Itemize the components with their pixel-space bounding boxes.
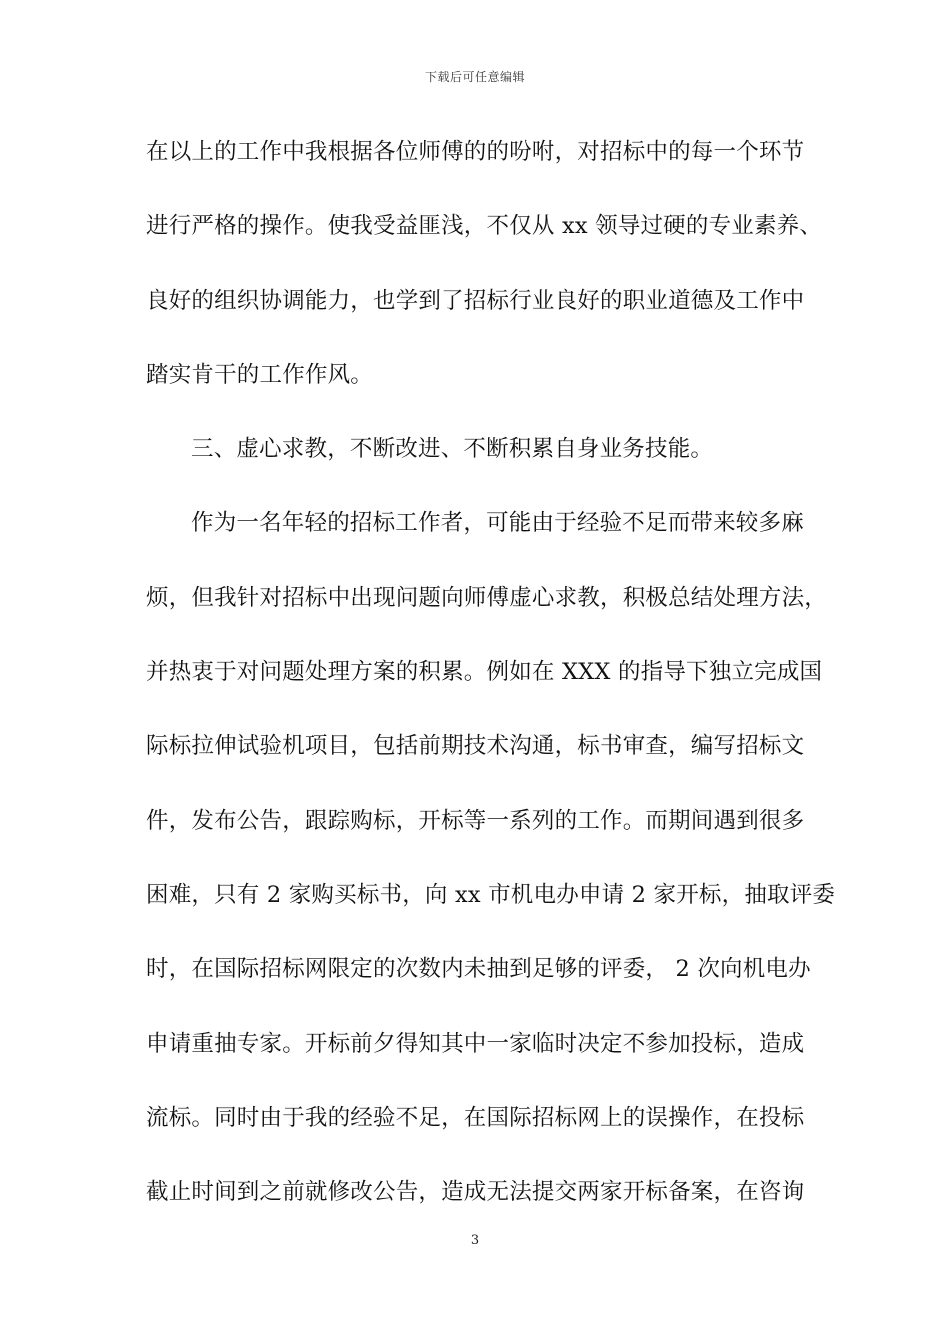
body-line: 困难，只有 2 家购买标书，向 xx 市机电办申请 2 家开标，抽取评委 bbox=[146, 881, 836, 908]
document-body bbox=[146, 130, 836, 1244]
body-line: 在以上的工作中我根据各位师傅的的吩咐，对招标中的每一个环节 bbox=[146, 139, 805, 165]
body-line: 际标拉伸试验机项目，包括前期技术沟通，标书审查，编写招标文 bbox=[146, 733, 805, 760]
body-line: 件，发布公告，跟踪购标，开标等一系列的工作。而期间遇到很多 bbox=[146, 807, 805, 834]
page-number: 3 bbox=[470, 1233, 480, 1248]
body-line: 进行严格的操作。使我受益匪浅，不仅从 xx 领导过硬的专业素养、 bbox=[146, 213, 823, 240]
body-line: 踏实肯干的工作作风。 bbox=[146, 361, 374, 388]
body-line: 申请重抽专家。开标前夕得知其中一家临时决定不参加投标，造成 bbox=[146, 1030, 805, 1057]
body-line: 良好的组织协调能力，也学到了招标行业良好的职业道德及工作中 bbox=[146, 287, 805, 314]
body-line: 截止时间到之前就修改公告，造成无法提交两家开标备案，在咨询 bbox=[146, 1179, 805, 1206]
body-line: 流标。同时由于我的经验不足，在国际招标网上的误操作，在投标 bbox=[146, 1104, 805, 1131]
section-heading: 三、虚心求教，不断改进、不断积累自身业务技能。 bbox=[191, 436, 714, 463]
page-header: 下载后可任意编辑 bbox=[424, 70, 525, 84]
paragraph-first-line: 作为一名年轻的招标工作者，可能由于经验不足而带来较多麻 bbox=[191, 510, 804, 537]
body-line: 并热衷于对问题处理方案的积累。例如在 XXX 的指导下独立完成国 bbox=[146, 659, 823, 686]
body-line: 烦，但我针对招标中出现问题向师傅虚心求教，积极总结处理方法， bbox=[146, 584, 828, 611]
body-line: 时，在国际招标网限定的次数内未抽到足够的评委， 2 次向机电办 bbox=[146, 956, 811, 983]
